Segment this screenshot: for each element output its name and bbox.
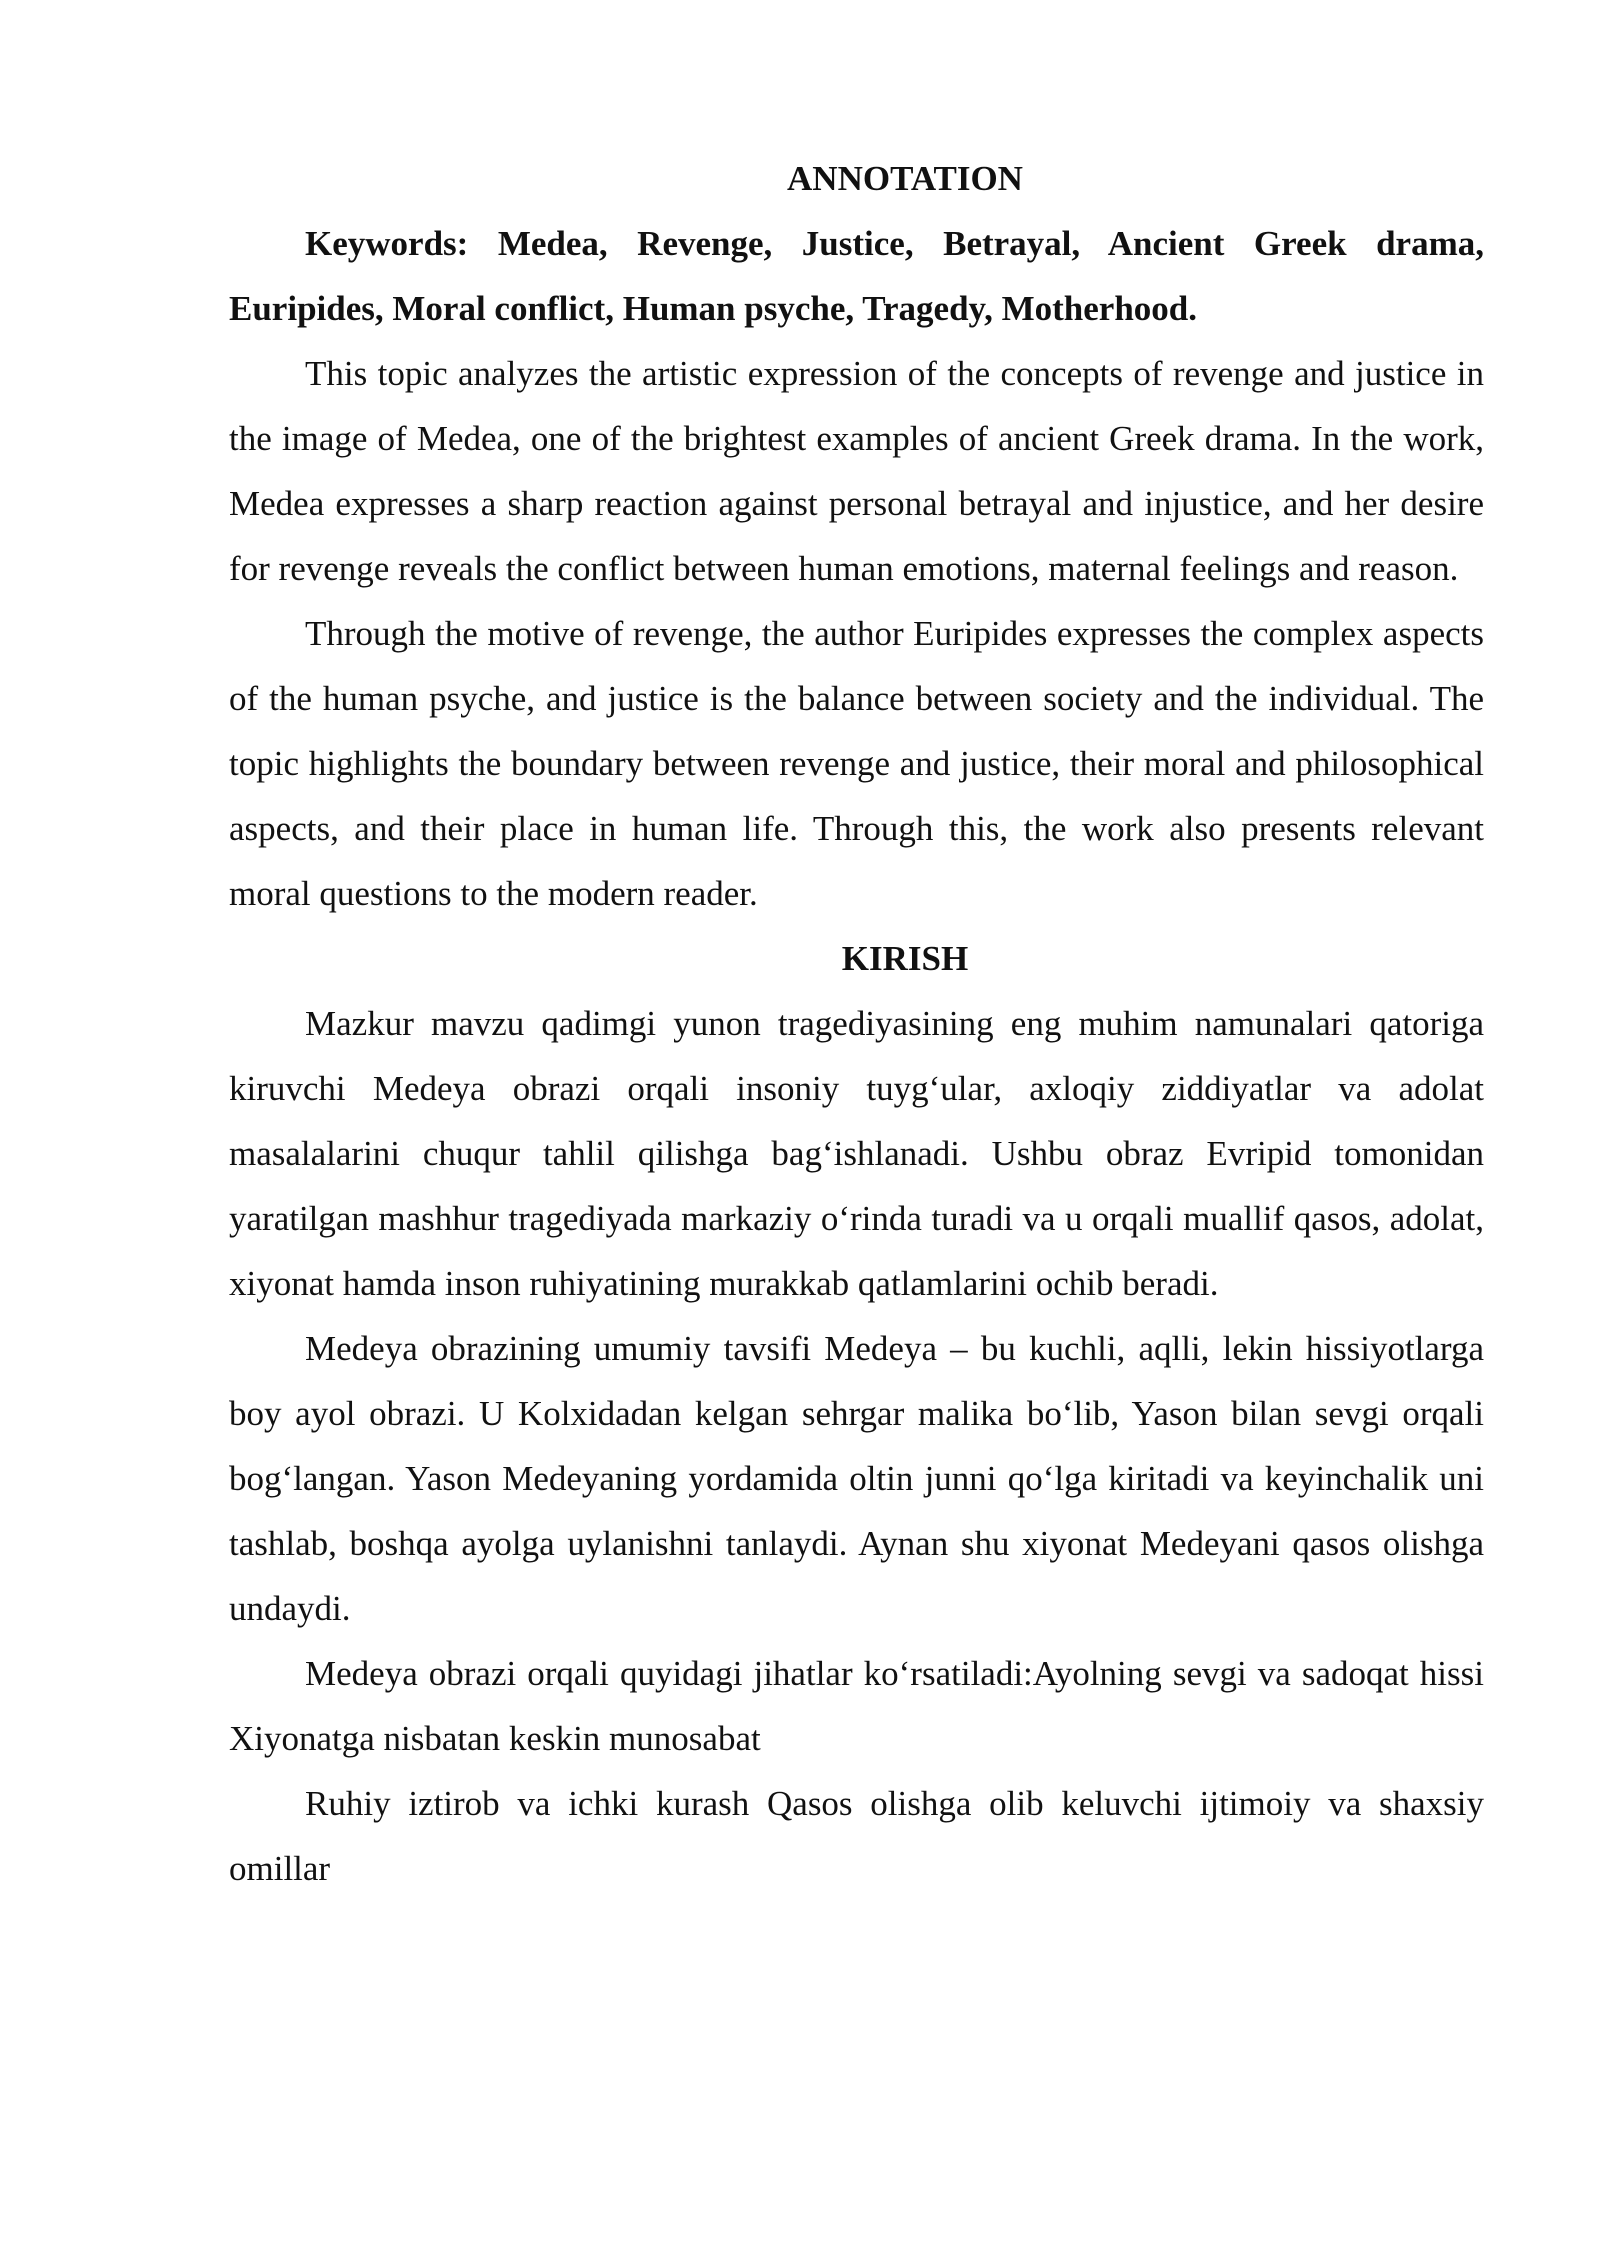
annotation-paragraph-1: This topic analyzes the artistic expression of the concepts of revenge and justice in the image of Medea, one of the brightest examples of ancient Greek drama. In the work, Medea expresses a sharp reaction against personal betrayal and injustice, and her desire for revenge reveals the conflict between human emotions, maternal feelings and reason. (229, 354, 1484, 588)
kirish-heading: KIRISH (841, 939, 969, 978)
kirish-paragraph-1: Mazkur mavzu qadimgi yunon tragediyasining eng muhim namunalari qatoriga kiruvchi Medeya obrazi orqali insoniy tuyg‘ular, axloqiy ziddiyatlar va adolat masalalarini chuqur tahlil qilishga bag‘ishlanadi. Ushbu obraz Evripid tomonidan yaratilgan mashhur tragediyada markaziy o‘rinda turadi va u orqali muallif qasos, adolat, xiyonat hamda inson ruhiyatining murakkab qatlamlarini ochib beradi. (229, 1004, 1484, 1303)
document-body (229, 146, 1484, 1901)
kirish-paragraph-4: Ruhiy iztirob va ichki kurash Qasos olishga olib keluvchi ijtimoiy va shaxsiy omillar (229, 1784, 1484, 1888)
kirish-paragraph-3: Medeya obrazi orqali quyidagi jihatlar ko‘rsatiladi:Ayolning sevgi va sadoqat hissi Xiyonatga nisbatan keskin munosabat (229, 1654, 1484, 1758)
kirish-paragraph-2: Medeya obrazining umumiy tavsifi Medeya – bu kuchli, aqlli, lekin hissiyotlarga boy ayol obrazi. U Kolxidadan kelgan sehrgar malika bo‘lib, Yason bilan sevgi orqali bog‘langan. Yason Medeyaning yordamida oltin junni qo‘lga kiritadi va keyinchalik uni tashlab, boshqa ayolga uylanishni tanlaydi. Aynan shu xiyonat Medeyani qasos olishga undaydi. (229, 1329, 1484, 1628)
keywords-paragraph: Keywords: Medea, Revenge, Justice, Betrayal, Ancient Greek drama, Euripides, Moral conflict, Human psyche, Tragedy, Motherhood. (229, 224, 1484, 328)
annotation-paragraph-2: Through the motive of revenge, the author Euripides expresses the complex aspects of the human psyche, and justice is the balance between society and the individual. The topic highlights the boundary between revenge and justice, their moral and philosophical aspects, and their place in human life. Through this, the work also presents relevant moral questions to the modern reader. (229, 614, 1484, 913)
annotation-heading: ANNOTATION (787, 159, 1023, 198)
